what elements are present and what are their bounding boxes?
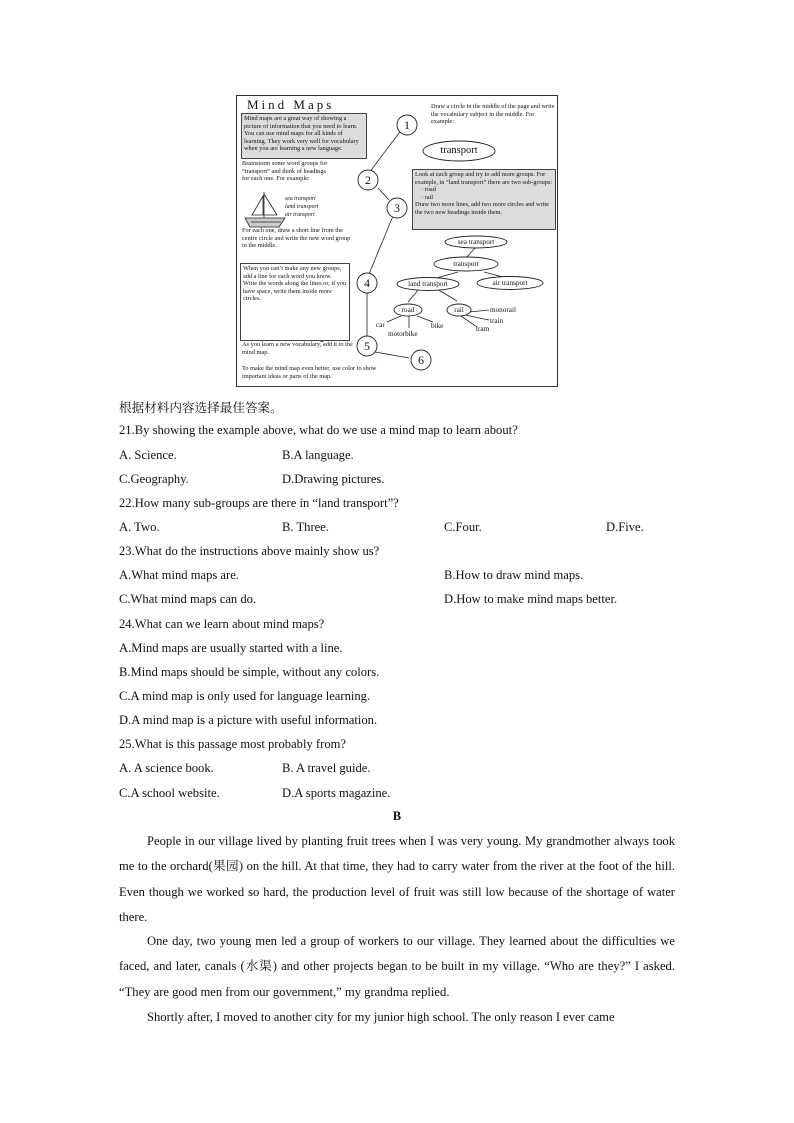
step-number: 3 (394, 201, 400, 215)
option[interactable]: C.Geography. (119, 472, 189, 486)
draw-circle-text: Draw a circle in the middle of the page and write the vocabulary subject in the middle. For example: (431, 103, 555, 126)
option[interactable]: B.A language. (282, 448, 354, 462)
leaf-car: car (376, 321, 385, 329)
option[interactable]: A. Two. (119, 520, 160, 534)
leaf-tram: tram (476, 325, 490, 333)
example-list (285, 195, 347, 219)
option[interactable]: D.Five. (606, 520, 644, 534)
option[interactable]: C.Four. (444, 520, 482, 534)
paragraph: People in our village lived by planting fruit trees when I was very young. My grandmother always took me to the orchard(果园) on the hill. At that time, they had to carry water from the river at the foot of the hill. Even though we worked so hard, the production level of fruit was still low because of the shortage of water there. (119, 834, 675, 924)
paragraph: One day, two young men led a group of workers to our village. They learned about the difficulties we faced, and later, canals (水渠) and other projects began to be built in my village. “Who are they?” I asked. “They are good men from our government,” my grandma replied. (119, 934, 675, 999)
section-label: B (392, 809, 402, 823)
subgroups-box (412, 169, 556, 230)
leaf-motorbike: motorbike (388, 330, 418, 338)
option[interactable]: A. Science. (119, 448, 177, 462)
option[interactable]: B. A travel guide. (282, 761, 371, 775)
question-25: 25.What is this passage most probably from? (119, 737, 346, 751)
example-item: land transport (285, 204, 319, 210)
mind-map-figure (236, 95, 558, 387)
node-transport: transport (453, 260, 479, 268)
intro-box: Mind maps are a great way of showing a picture of information that you need to learn. You can use mind maps for all kinds of learning. They work very well for vocabulary when you are learning a new language. (241, 113, 367, 159)
option[interactable]: A.Mind maps are usually started with a line. (119, 641, 343, 655)
question-24: 24.What can we learn about mind maps? (119, 617, 325, 631)
node-rail: rail (454, 306, 464, 314)
option[interactable]: C.A school website. (119, 786, 220, 800)
subgroup-item: · road (421, 186, 436, 194)
step-number: 1 (404, 118, 410, 132)
question-21: 21.By showing the example above, what do we use a mind map to learn about? (119, 423, 518, 437)
option[interactable]: A. A science book. (119, 761, 214, 775)
subgroups-end: Draw two more lines, add two more circles and write the two new headings inside them. (415, 201, 549, 216)
option[interactable]: B. Three. (282, 520, 329, 534)
learn-text: As you learn a new vocabulary, add it to the mind map. (242, 341, 353, 356)
brainstorm-text: Brainstorm some word groups for “transport” and think of headings for each one. For example: (242, 160, 328, 183)
step-number: 2 (365, 173, 371, 187)
option[interactable]: D.A mind map is a picture with useful information. (119, 713, 378, 727)
paragraph: Shortly after, I moved to another city for my junior high school. The only reason I ever came (147, 1010, 615, 1024)
instruction: 根据材料内容选择最佳答案。 (119, 401, 283, 415)
option[interactable]: D.How to make mind maps better. (444, 592, 618, 606)
node-air-transport: air transport (492, 279, 528, 287)
step-number: 4 (364, 276, 370, 290)
node-road: road (401, 306, 415, 314)
example-item: sea transport (285, 196, 316, 202)
draw-line-text: For each one, draw a short line from the centre circle and write the new word group in the middle. (242, 227, 351, 250)
sailboat-icon (245, 192, 285, 227)
subgroup-item: · rail (421, 193, 434, 201)
leaf-monorail: monorail (490, 306, 516, 314)
question-22: 22.How many sub-groups are there in “land transport”? (119, 496, 399, 510)
example-item: air transport (285, 212, 315, 218)
node-sea-transport: sea transport (457, 238, 495, 246)
option[interactable]: B.How to draw mind maps. (444, 568, 584, 582)
option[interactable]: B.Mind maps should be simple, without any colors. (119, 665, 380, 679)
step-number: 5 (364, 339, 370, 353)
new-words-box: When you can’t make any new groups, add a line for each word you know. Write the words along the lines or, if you have space, write them inside more circles. (240, 263, 350, 341)
step-number: 6 (418, 353, 424, 367)
option[interactable]: D.A sports magazine. (282, 786, 391, 800)
option[interactable]: A.What mind maps are. (119, 568, 239, 582)
subgroups-intro: Look at each group and try to add more groups. For example, in “land transport” there are two sub-groups: (415, 171, 553, 186)
option[interactable]: C.A mind map is only used for language learning. (119, 689, 371, 703)
node-land-transport: land transport (408, 280, 448, 288)
node-transport-example: transport (440, 145, 478, 156)
option[interactable]: D.Drawing pictures. (282, 472, 385, 486)
leaf-bike: bike (431, 322, 444, 330)
question-23: 23.What do the instructions above mainly show us? (119, 544, 380, 558)
color-text: To make the mind map even better, use color to show important ideas or parts of the map. (242, 365, 377, 380)
leaf-train: train (490, 317, 504, 325)
option[interactable]: C.What mind maps can do. (119, 592, 257, 606)
figure-title: Mind Maps (247, 97, 335, 112)
